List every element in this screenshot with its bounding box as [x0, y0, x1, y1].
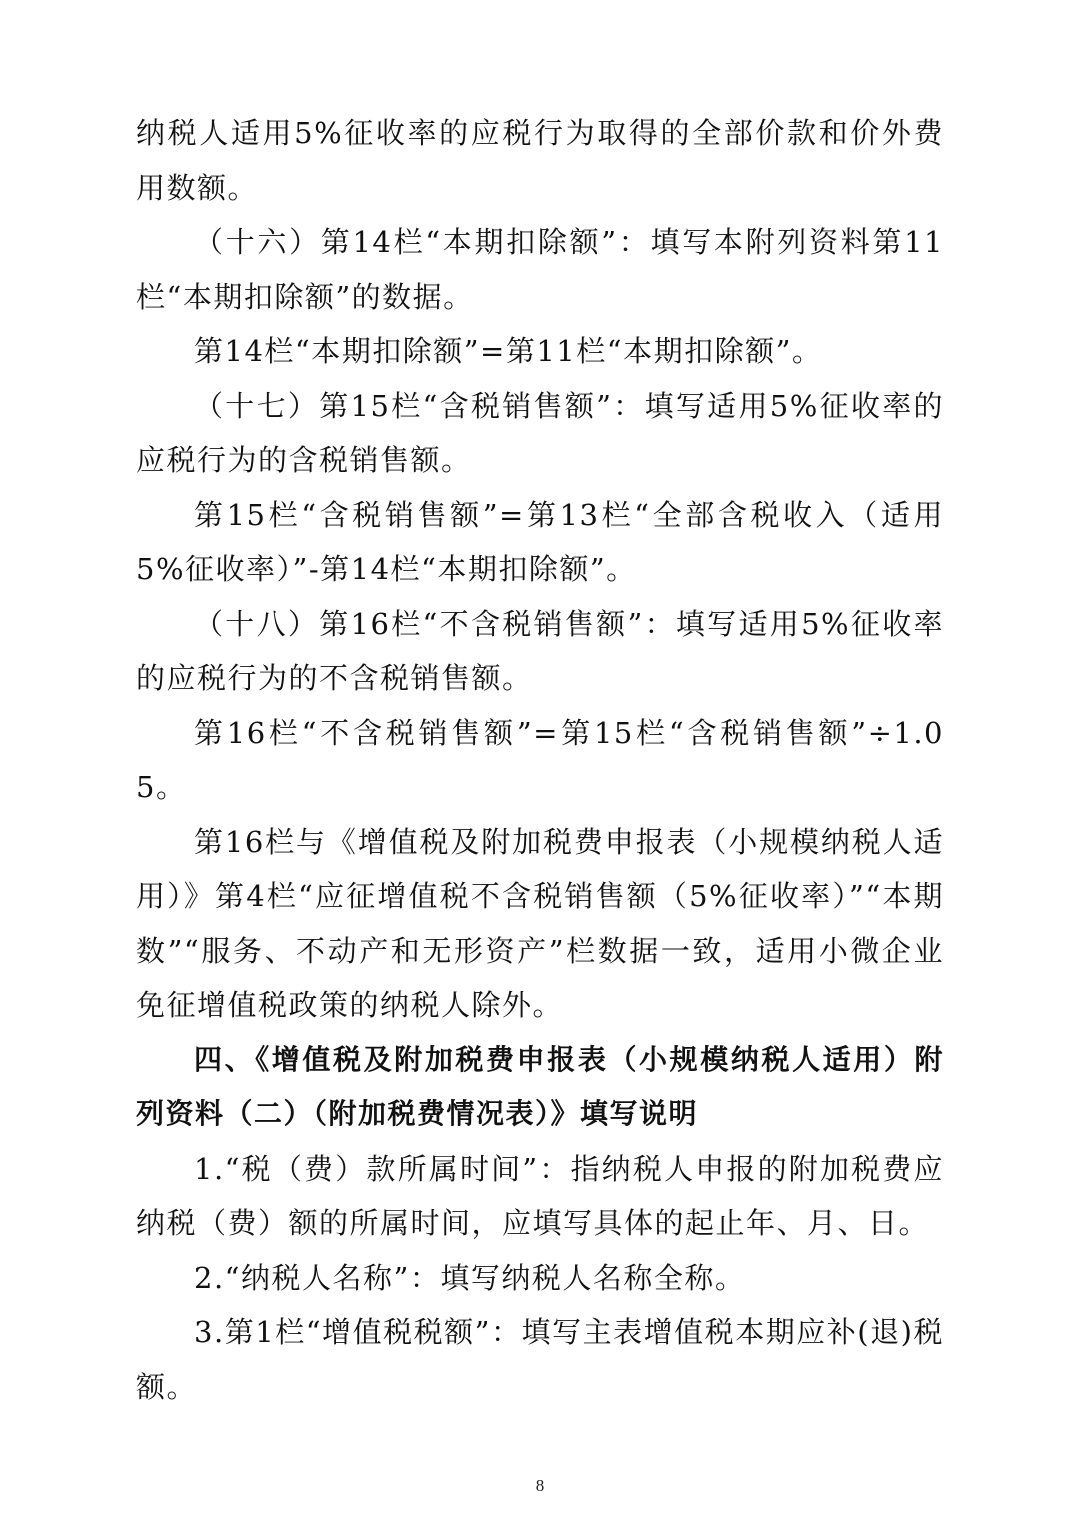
paragraph-item-16: （十六）第14栏“本期扣除额”：填写本附列资料第11栏“本期扣除额”的数据。 — [136, 225, 944, 314]
paragraph-instruction-2: 2.“纳税人名称”：填写纳税人名称全称。 — [194, 1260, 746, 1295]
document-body — [136, 106, 944, 1414]
paragraph-consistency-note: 第16栏与《增值税及附加税费申报表（小规模纳税人适用）》第4栏“应征增值税不含税销售额（5%征收率）”“本期数”“服务、不动产和无形资产”栏数据一致，适用小微企业免征增值税政策的纳税人除外。 — [136, 824, 944, 1022]
paragraph-continuation: 纳税人适用5%征收率的应税行为取得的全部价款和价外费用数额。 — [136, 116, 944, 205]
paragraph-item-18: （十八）第16栏“不含税销售额”：填写适用5%征收率的应税行为的不含税销售额。 — [136, 606, 944, 695]
page-number: 8 — [535, 1476, 545, 1495]
paragraph-item-17: （十七）第15栏“含税销售额”：填写适用5%征收率的应税行为的含税销售额。 — [136, 388, 944, 477]
paragraph-formula-16: 第16栏“不含税销售额”=第15栏“含税销售额”÷1.05。 — [136, 715, 944, 804]
paragraph-instruction-3: 3.第1栏“增值税税额”：填写主表增值税本期应补(退)税额。 — [136, 1315, 944, 1404]
paragraph-instruction-1: 1.“税（费）款所属时间”：指纳税人申报的附加税费应纳税（费）额的所属时间，应填写具体的起止年、月、日。 — [136, 1151, 944, 1240]
paragraph-formula-15: 第15栏“含税销售额”=第13栏“全部含税收入（适用5%征收率）”-第14栏“本期扣除额”。 — [136, 497, 944, 586]
section-heading-4: 四、《增值税及附加税费申报表（小规模纳税人适用）附列资料（二）（附加税费情况表）》填写说明 — [136, 1042, 944, 1130]
paragraph-formula-14: 第14栏“本期扣除额”=第11栏“本期扣除额”。 — [194, 334, 823, 368]
